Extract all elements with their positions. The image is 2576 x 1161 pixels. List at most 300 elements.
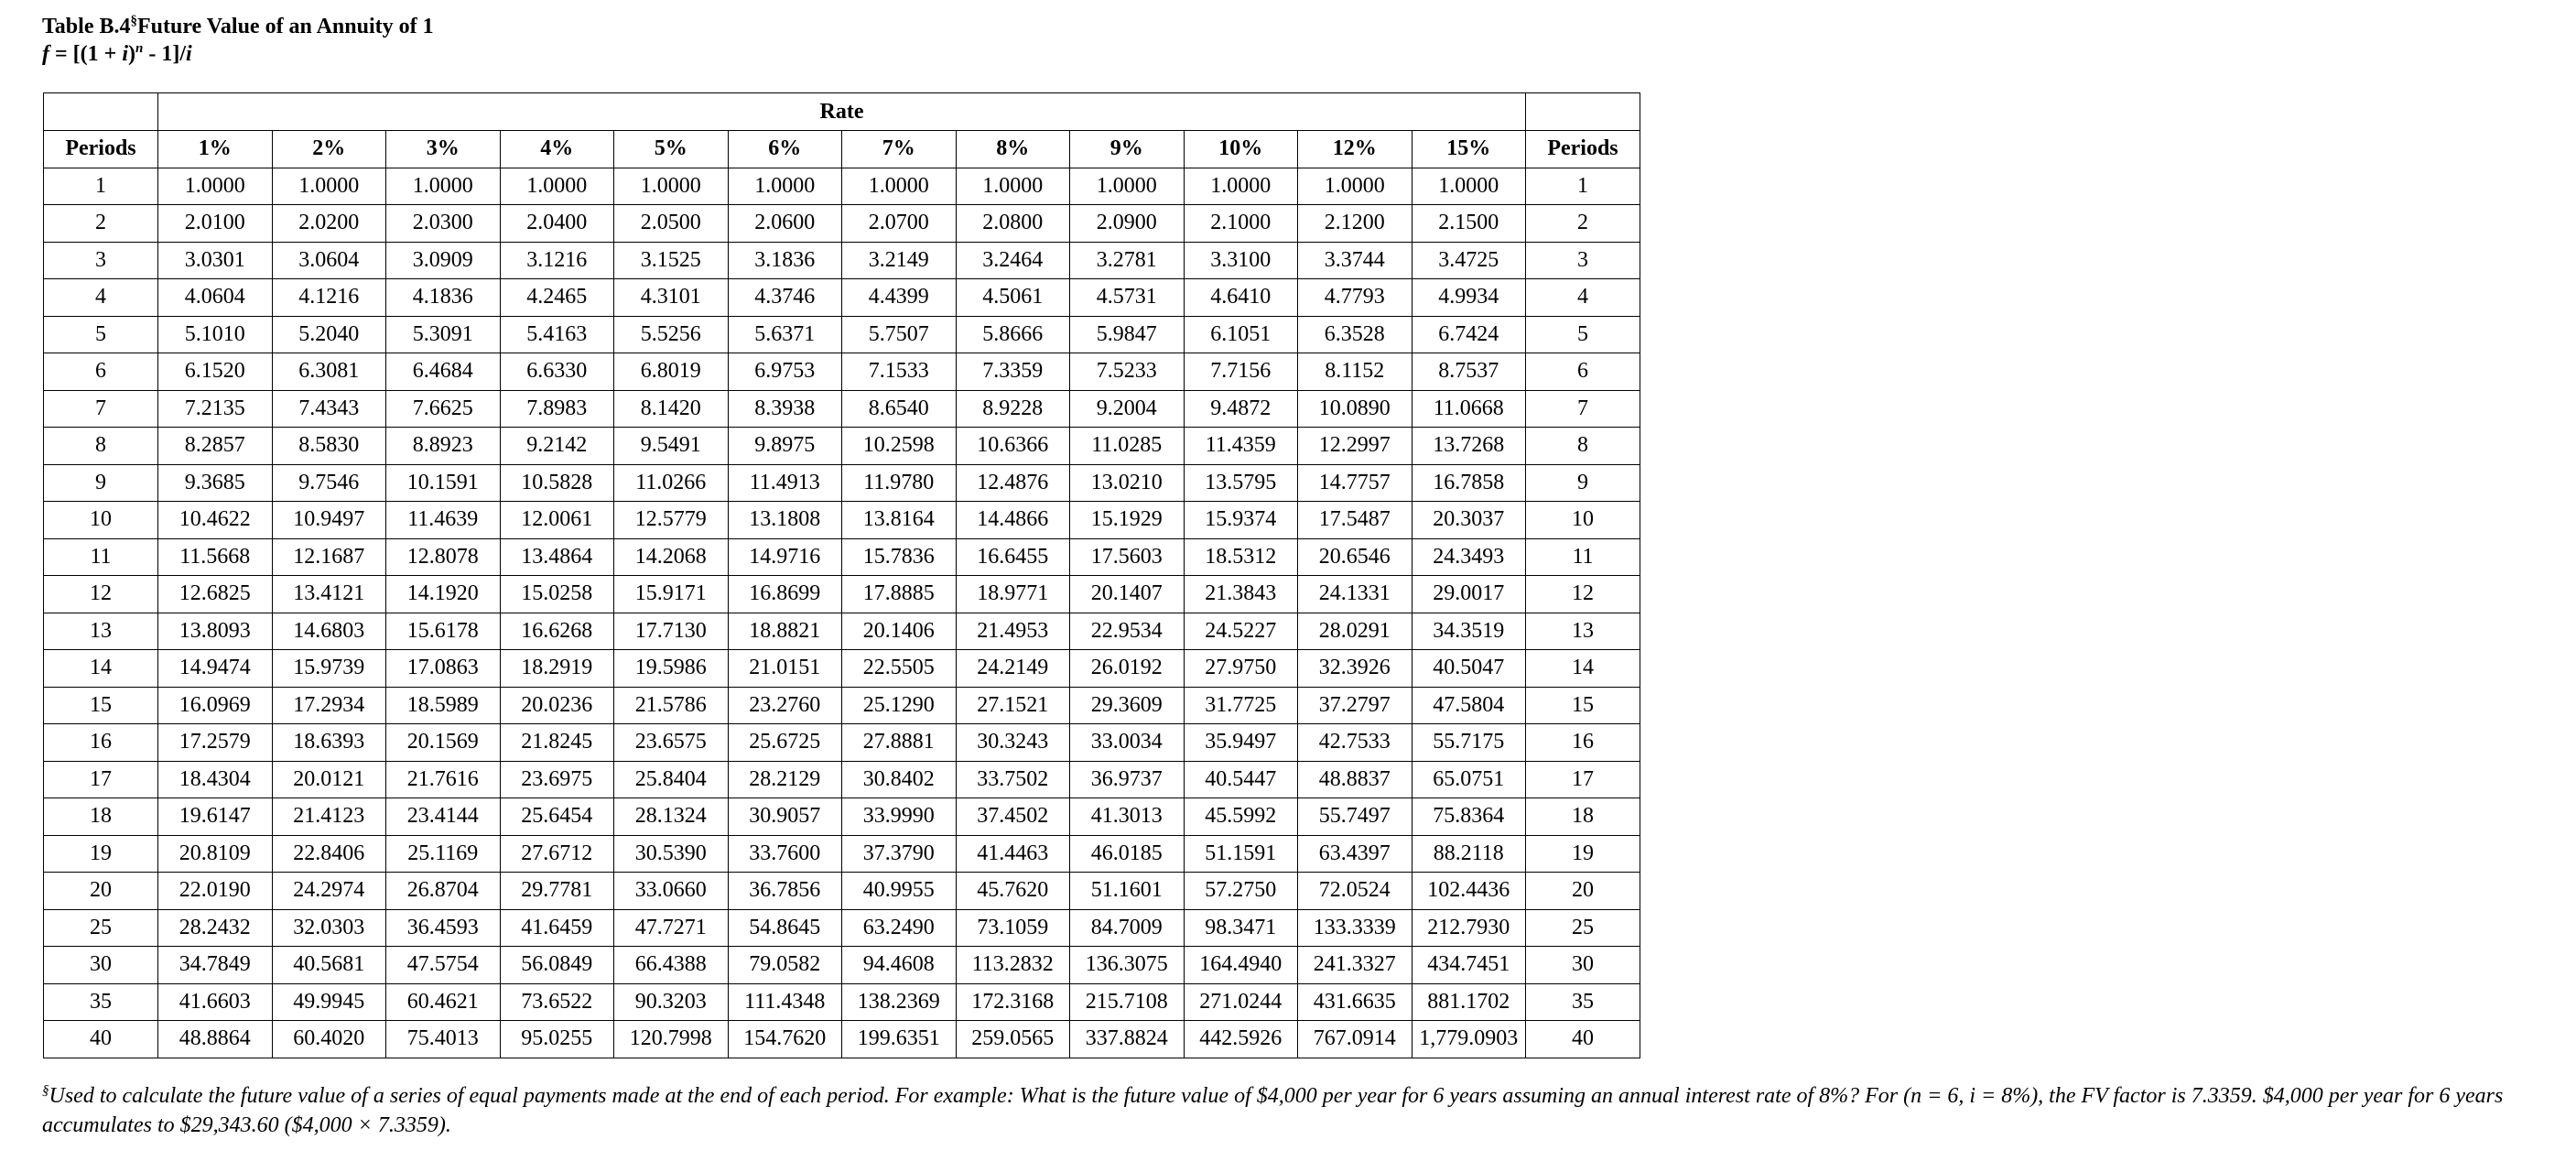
factor-cell: 6.6330 <box>500 353 614 391</box>
factor-cell: 21.0151 <box>728 650 842 688</box>
period-cell-right: 8 <box>1526 428 1640 465</box>
factor-cell: 18.6393 <box>272 724 386 762</box>
factor-cell: 15.9171 <box>614 576 729 613</box>
factor-cell: 15.7836 <box>842 538 957 576</box>
factor-cell: 25.1290 <box>842 687 957 724</box>
factor-cell: 111.4348 <box>728 983 842 1021</box>
periods-header-left: Periods <box>44 131 158 168</box>
factor-cell: 27.6712 <box>500 835 614 873</box>
factor-cell: 102.4436 <box>1412 873 1526 910</box>
factor-cell: 37.3790 <box>842 835 957 873</box>
period-cell-left: 13 <box>44 613 158 650</box>
factor-cell: 13.0210 <box>1070 464 1185 502</box>
factor-cell: 6.1051 <box>1184 316 1298 353</box>
period-cell-right: 30 <box>1526 947 1640 984</box>
blank-header-cell <box>44 93 158 131</box>
factor-cell: 18.2919 <box>500 650 614 688</box>
factor-cell: 17.0863 <box>386 650 501 688</box>
period-cell-right: 20 <box>1526 873 1640 910</box>
factor-cell: 2.0800 <box>956 205 1070 243</box>
factor-cell: 21.8245 <box>500 724 614 762</box>
factor-cell: 16.7858 <box>1412 464 1526 502</box>
factor-cell: 37.2797 <box>1298 687 1412 724</box>
factor-cell: 17.5603 <box>1070 538 1185 576</box>
factor-cell: 7.2135 <box>158 390 273 428</box>
factor-cell: 8.8923 <box>386 428 501 465</box>
factor-cell: 12.4876 <box>956 464 1070 502</box>
factor-cell: 20.8109 <box>158 835 273 873</box>
rate-col-header: 8% <box>956 131 1070 168</box>
period-cell-left: 9 <box>44 464 158 502</box>
factor-cell: 66.4388 <box>614 947 729 984</box>
period-cell-right: 11 <box>1526 538 1640 576</box>
factor-cell: 6.3528 <box>1298 316 1412 353</box>
factor-cell: 13.1808 <box>728 502 842 539</box>
formula-part-close: ) <box>128 42 136 66</box>
factor-cell: 12.2997 <box>1298 428 1412 465</box>
formula-rate-var: i <box>122 42 129 66</box>
table-row <box>44 650 1640 688</box>
factor-cell: 25.6725 <box>728 724 842 762</box>
factor-cell: 9.4872 <box>1184 390 1298 428</box>
factor-cell: 3.1836 <box>728 242 842 279</box>
factor-cell: 48.8864 <box>158 1021 273 1058</box>
factor-cell: 442.5926 <box>1184 1021 1298 1058</box>
factor-cell: 2.0100 <box>158 205 273 243</box>
table-row <box>44 353 1640 391</box>
factor-cell: 60.4621 <box>386 983 501 1021</box>
factor-cell: 22.0190 <box>158 873 273 910</box>
factor-cell: 4.4399 <box>842 279 957 317</box>
factor-cell: 30.3243 <box>956 724 1070 762</box>
factor-cell: 18.9771 <box>956 576 1070 613</box>
factor-cell: 41.6459 <box>500 909 614 947</box>
factor-cell: 20.1569 <box>386 724 501 762</box>
table-row <box>44 205 1640 243</box>
factor-cell: 133.3339 <box>1298 909 1412 947</box>
factor-cell: 9.3685 <box>158 464 273 502</box>
factor-cell: 19.5986 <box>614 650 729 688</box>
period-cell-left: 4 <box>44 279 158 317</box>
formula-lhs: f <box>42 42 49 66</box>
factor-cell: 434.7451 <box>1412 947 1526 984</box>
factor-cell: 12.6825 <box>158 576 273 613</box>
factor-cell: 21.3843 <box>1184 576 1298 613</box>
factor-cell: 16.8699 <box>728 576 842 613</box>
table-row <box>44 613 1640 650</box>
factor-cell: 24.2149 <box>956 650 1070 688</box>
period-cell-left: 30 <box>44 947 158 984</box>
factor-cell: 45.5992 <box>1184 798 1298 836</box>
factor-cell: 5.8666 <box>956 316 1070 353</box>
factor-cell: 12.8078 <box>386 538 501 576</box>
factor-cell: 28.2432 <box>158 909 273 947</box>
factor-cell: 1.0000 <box>614 168 729 205</box>
factor-cell: 15.9739 <box>272 650 386 688</box>
rate-col-header: 1% <box>158 131 273 168</box>
footnote-marker: § <box>130 14 137 28</box>
factor-cell: 30.9057 <box>728 798 842 836</box>
factor-cell: 28.1324 <box>614 798 729 836</box>
factor-cell: 21.4123 <box>272 798 386 836</box>
formula-exponent: n <box>135 41 144 56</box>
period-cell-left: 20 <box>44 873 158 910</box>
factor-cell: 88.2118 <box>1412 835 1526 873</box>
factor-cell: 11.0668 <box>1412 390 1526 428</box>
factor-cell: 6.3081 <box>272 353 386 391</box>
period-cell-left: 19 <box>44 835 158 873</box>
rate-col-header: 7% <box>842 131 957 168</box>
factor-cell: 20.1407 <box>1070 576 1185 613</box>
factor-cell: 199.6351 <box>842 1021 957 1058</box>
factor-cell: 34.3519 <box>1412 613 1526 650</box>
factor-cell: 10.4622 <box>158 502 273 539</box>
factor-cell: 11.4913 <box>728 464 842 502</box>
factor-cell: 7.7156 <box>1184 353 1298 391</box>
factor-cell: 241.3327 <box>1298 947 1412 984</box>
table-row <box>44 242 1640 279</box>
factor-cell: 40.9955 <box>842 873 957 910</box>
factor-cell: 36.4593 <box>386 909 501 947</box>
factor-cell: 29.7781 <box>500 873 614 910</box>
factor-cell: 431.6635 <box>1298 983 1412 1021</box>
factor-cell: 75.4013 <box>386 1021 501 1058</box>
factor-cell: 2.0600 <box>728 205 842 243</box>
factor-cell: 33.0034 <box>1070 724 1185 762</box>
factor-cell: 6.1520 <box>158 353 273 391</box>
factor-cell: 12.0061 <box>500 502 614 539</box>
factor-cell: 1.0000 <box>1070 168 1185 205</box>
period-cell-right: 2 <box>1526 205 1640 243</box>
factor-cell: 1.0000 <box>1412 168 1526 205</box>
table-row <box>44 316 1640 353</box>
factor-cell: 21.5786 <box>614 687 729 724</box>
factor-cell: 14.9716 <box>728 538 842 576</box>
period-cell-left: 17 <box>44 761 158 798</box>
factor-cell: 55.7175 <box>1412 724 1526 762</box>
factor-cell: 4.5061 <box>956 279 1070 317</box>
factor-cell: 30.5390 <box>614 835 729 873</box>
factor-cell: 49.9945 <box>272 983 386 1021</box>
factor-cell: 63.2490 <box>842 909 957 947</box>
formula-part-minus: - 1]/ <box>143 42 187 66</box>
factor-cell: 5.1010 <box>158 316 273 353</box>
factor-cell: 5.4163 <box>500 316 614 353</box>
factor-cell: 4.5731 <box>1070 279 1185 317</box>
table-row <box>44 873 1640 910</box>
factor-cell: 95.0255 <box>500 1021 614 1058</box>
factor-cell: 15.0258 <box>500 576 614 613</box>
factor-cell: 164.4940 <box>1184 947 1298 984</box>
factor-cell: 17.2934 <box>272 687 386 724</box>
factor-cell: 23.4144 <box>386 798 501 836</box>
factor-cell: 8.9228 <box>956 390 1070 428</box>
factor-cell: 40.5681 <box>272 947 386 984</box>
factor-cell: 27.1521 <box>956 687 1070 724</box>
factor-cell: 14.6803 <box>272 613 386 650</box>
period-cell-right: 13 <box>1526 613 1640 650</box>
period-cell-left: 16 <box>44 724 158 762</box>
factor-cell: 11.4359 <box>1184 428 1298 465</box>
factor-cell: 47.7271 <box>614 909 729 947</box>
factor-cell: 17.8885 <box>842 576 957 613</box>
factor-cell: 22.5505 <box>842 650 957 688</box>
factor-cell: 31.7725 <box>1184 687 1298 724</box>
factor-cell: 7.1533 <box>842 353 957 391</box>
table-row <box>44 761 1640 798</box>
period-cell-right: 17 <box>1526 761 1640 798</box>
factor-cell: 94.4608 <box>842 947 957 984</box>
factor-cell: 5.2040 <box>272 316 386 353</box>
factor-cell: 7.5233 <box>1070 353 1185 391</box>
factor-cell: 10.6366 <box>956 428 1070 465</box>
factor-cell: 13.7268 <box>1412 428 1526 465</box>
period-cell-left: 5 <box>44 316 158 353</box>
factor-cell: 20.3037 <box>1412 502 1526 539</box>
factor-cell: 32.0303 <box>272 909 386 947</box>
factor-cell: 10.9497 <box>272 502 386 539</box>
period-cell-right: 15 <box>1526 687 1640 724</box>
factor-cell: 28.2129 <box>728 761 842 798</box>
factor-cell: 8.3938 <box>728 390 842 428</box>
period-cell-right: 1 <box>1526 168 1640 205</box>
period-cell-right: 10 <box>1526 502 1640 539</box>
factor-cell: 17.7130 <box>614 613 729 650</box>
period-cell-left: 3 <box>44 242 158 279</box>
factor-cell: 3.2781 <box>1070 242 1185 279</box>
factor-cell: 5.9847 <box>1070 316 1185 353</box>
factor-cell: 19.6147 <box>158 798 273 836</box>
factor-cell: 51.1591 <box>1184 835 1298 873</box>
table-row <box>44 538 1640 576</box>
factor-cell: 29.3609 <box>1070 687 1185 724</box>
factor-cell: 3.1525 <box>614 242 729 279</box>
factor-cell: 4.0604 <box>158 279 273 317</box>
formula-part-eq: = [(1 + <box>49 42 123 66</box>
factor-cell: 23.6575 <box>614 724 729 762</box>
factor-cell: 12.1687 <box>272 538 386 576</box>
factor-cell: 120.7998 <box>614 1021 729 1058</box>
factor-cell: 14.7757 <box>1298 464 1412 502</box>
period-cell-left: 18 <box>44 798 158 836</box>
factor-cell: 26.0192 <box>1070 650 1185 688</box>
period-cell-right: 16 <box>1526 724 1640 762</box>
factor-cell: 3.1216 <box>500 242 614 279</box>
factor-cell: 18.8821 <box>728 613 842 650</box>
factor-cell: 57.2750 <box>1184 873 1298 910</box>
factor-cell: 22.8406 <box>272 835 386 873</box>
formula <box>42 40 434 68</box>
factor-cell: 20.0121 <box>272 761 386 798</box>
factor-cell: 33.9990 <box>842 798 957 836</box>
table-row <box>44 502 1640 539</box>
factor-cell: 18.5312 <box>1184 538 1298 576</box>
factor-cell: 48.8837 <box>1298 761 1412 798</box>
factor-cell: 34.7849 <box>158 947 273 984</box>
factor-cell: 79.0582 <box>728 947 842 984</box>
factor-cell: 8.7537 <box>1412 353 1526 391</box>
factor-cell: 1,779.0903 <box>1412 1021 1526 1058</box>
period-cell-right: 3 <box>1526 242 1640 279</box>
period-cell-left: 15 <box>44 687 158 724</box>
factor-cell: 4.1836 <box>386 279 501 317</box>
factor-cell: 113.2832 <box>956 947 1070 984</box>
factor-cell: 12.5779 <box>614 502 729 539</box>
table-row <box>44 798 1640 836</box>
factor-cell: 56.0849 <box>500 947 614 984</box>
factor-cell: 84.7009 <box>1070 909 1185 947</box>
factor-cell: 1.0000 <box>158 168 273 205</box>
factor-cell: 1.0000 <box>1184 168 1298 205</box>
factor-cell: 32.3926 <box>1298 650 1412 688</box>
factor-cell: 14.2068 <box>614 538 729 576</box>
factor-cell: 5.7507 <box>842 316 957 353</box>
factor-cell: 212.7930 <box>1412 909 1526 947</box>
factor-cell: 17.2579 <box>158 724 273 762</box>
factor-cell: 10.0890 <box>1298 390 1412 428</box>
rate-col-header: 9% <box>1070 131 1185 168</box>
factor-cell: 259.0565 <box>956 1021 1070 1058</box>
factor-cell: 17.5487 <box>1298 502 1412 539</box>
factor-cell: 9.5491 <box>614 428 729 465</box>
rate-header: Rate <box>158 93 1526 131</box>
factor-cell: 10.1591 <box>386 464 501 502</box>
factor-cell: 36.9737 <box>1070 761 1185 798</box>
factor-cell: 3.3744 <box>1298 242 1412 279</box>
period-cell-right: 18 <box>1526 798 1640 836</box>
factor-cell: 40.5047 <box>1412 650 1526 688</box>
factor-cell: 2.0500 <box>614 205 729 243</box>
factor-cell: 5.5256 <box>614 316 729 353</box>
factor-cell: 1.0000 <box>272 168 386 205</box>
period-cell-left: 11 <box>44 538 158 576</box>
table-row <box>44 687 1640 724</box>
factor-cell: 8.6540 <box>842 390 957 428</box>
period-cell-right: 40 <box>1526 1021 1640 1058</box>
factor-cell: 21.7616 <box>386 761 501 798</box>
factor-cell: 136.3075 <box>1070 947 1185 984</box>
factor-cell: 767.0914 <box>1298 1021 1412 1058</box>
period-cell-right: 4 <box>1526 279 1640 317</box>
factor-cell: 3.0604 <box>272 242 386 279</box>
factor-cell: 13.4121 <box>272 576 386 613</box>
table-row <box>44 279 1640 317</box>
table-row <box>44 390 1640 428</box>
period-cell-left: 40 <box>44 1021 158 1058</box>
factor-cell: 4.9934 <box>1412 279 1526 317</box>
table-row <box>44 835 1640 873</box>
table-row <box>44 983 1640 1021</box>
factor-cell: 2.0400 <box>500 205 614 243</box>
footnote-text: Used to calculate the future value of a series of equal payments made at the end of each period. For example: What is the future value of $4,000 per year for 6 years assuming an annual interest rate of 8%? For (n = 6, i = 8%), the FV factor is 7.3359. $4,000 per year for 6 years accumulates to $29,343.60 ($4,000 × 7.3359). <box>42 1084 2504 1137</box>
factor-cell: 60.4020 <box>272 1021 386 1058</box>
factor-cell: 4.2465 <box>500 279 614 317</box>
factor-cell: 8.1152 <box>1298 353 1412 391</box>
factor-cell: 14.4866 <box>956 502 1070 539</box>
factor-cell: 8.5830 <box>272 428 386 465</box>
column-header-row <box>44 131 1640 168</box>
period-cell-right: 9 <box>1526 464 1640 502</box>
factor-cell: 11.9780 <box>842 464 957 502</box>
factor-cell: 4.3746 <box>728 279 842 317</box>
factor-cell: 3.2149 <box>842 242 957 279</box>
factor-cell: 15.9374 <box>1184 502 1298 539</box>
table-name: Future Value of an Annuity of 1 <box>136 15 434 38</box>
period-cell-left: 12 <box>44 576 158 613</box>
period-cell-left: 25 <box>44 909 158 947</box>
factor-cell: 27.9750 <box>1184 650 1298 688</box>
period-cell-right: 19 <box>1526 835 1640 873</box>
factor-cell: 20.1406 <box>842 613 957 650</box>
factor-cell: 72.0524 <box>1298 873 1412 910</box>
factor-cell: 9.2004 <box>1070 390 1185 428</box>
factor-cell: 1.0000 <box>500 168 614 205</box>
factor-cell: 138.2369 <box>842 983 957 1021</box>
factor-cell: 3.3100 <box>1184 242 1298 279</box>
factor-cell: 46.0185 <box>1070 835 1185 873</box>
period-cell-left: 1 <box>44 168 158 205</box>
factor-cell: 73.1059 <box>956 909 1070 947</box>
annuity-table <box>43 92 1640 1058</box>
factor-cell: 7.8983 <box>500 390 614 428</box>
period-cell-right: 6 <box>1526 353 1640 391</box>
factor-cell: 33.0660 <box>614 873 729 910</box>
factor-cell: 29.0017 <box>1412 576 1526 613</box>
factor-cell: 3.4725 <box>1412 242 1526 279</box>
factor-cell: 30.8402 <box>842 761 957 798</box>
factor-cell: 41.3013 <box>1070 798 1185 836</box>
factor-cell: 6.4684 <box>386 353 501 391</box>
factor-cell: 23.6975 <box>500 761 614 798</box>
table-row <box>44 947 1640 984</box>
table-row <box>44 168 1640 205</box>
factor-cell: 11.5668 <box>158 538 273 576</box>
factor-cell: 2.0700 <box>842 205 957 243</box>
factor-cell: 20.0236 <box>500 687 614 724</box>
period-cell-left: 2 <box>44 205 158 243</box>
factor-cell: 4.7793 <box>1298 279 1412 317</box>
factor-cell: 881.1702 <box>1412 983 1526 1021</box>
factor-cell: 51.1601 <box>1070 873 1185 910</box>
factor-cell: 45.7620 <box>956 873 1070 910</box>
table-row <box>44 576 1640 613</box>
factor-cell: 4.1216 <box>272 279 386 317</box>
factor-cell: 1.0000 <box>728 168 842 205</box>
factor-cell: 9.8975 <box>728 428 842 465</box>
factor-cell: 10.2598 <box>842 428 957 465</box>
factor-cell: 98.3471 <box>1184 909 1298 947</box>
factor-cell: 215.7108 <box>1070 983 1185 1021</box>
factor-cell: 1.0000 <box>1298 168 1412 205</box>
factor-cell: 5.6371 <box>728 316 842 353</box>
rate-col-header: 5% <box>614 131 729 168</box>
period-cell-right: 35 <box>1526 983 1640 1021</box>
period-cell-right: 12 <box>1526 576 1640 613</box>
factor-cell: 2.0300 <box>386 205 501 243</box>
period-cell-right: 25 <box>1526 909 1640 947</box>
factor-cell: 6.8019 <box>614 353 729 391</box>
factor-cell: 47.5754 <box>386 947 501 984</box>
table-label: Table B.4 <box>42 15 131 38</box>
rate-col-header: 15% <box>1412 131 1526 168</box>
header <box>42 13 434 68</box>
factor-cell: 15.1929 <box>1070 502 1185 539</box>
factor-cell: 8.1420 <box>614 390 729 428</box>
factor-cell: 16.6268 <box>500 613 614 650</box>
factor-cell: 41.4463 <box>956 835 1070 873</box>
table-row <box>44 464 1640 502</box>
factor-cell: 1.0000 <box>842 168 957 205</box>
